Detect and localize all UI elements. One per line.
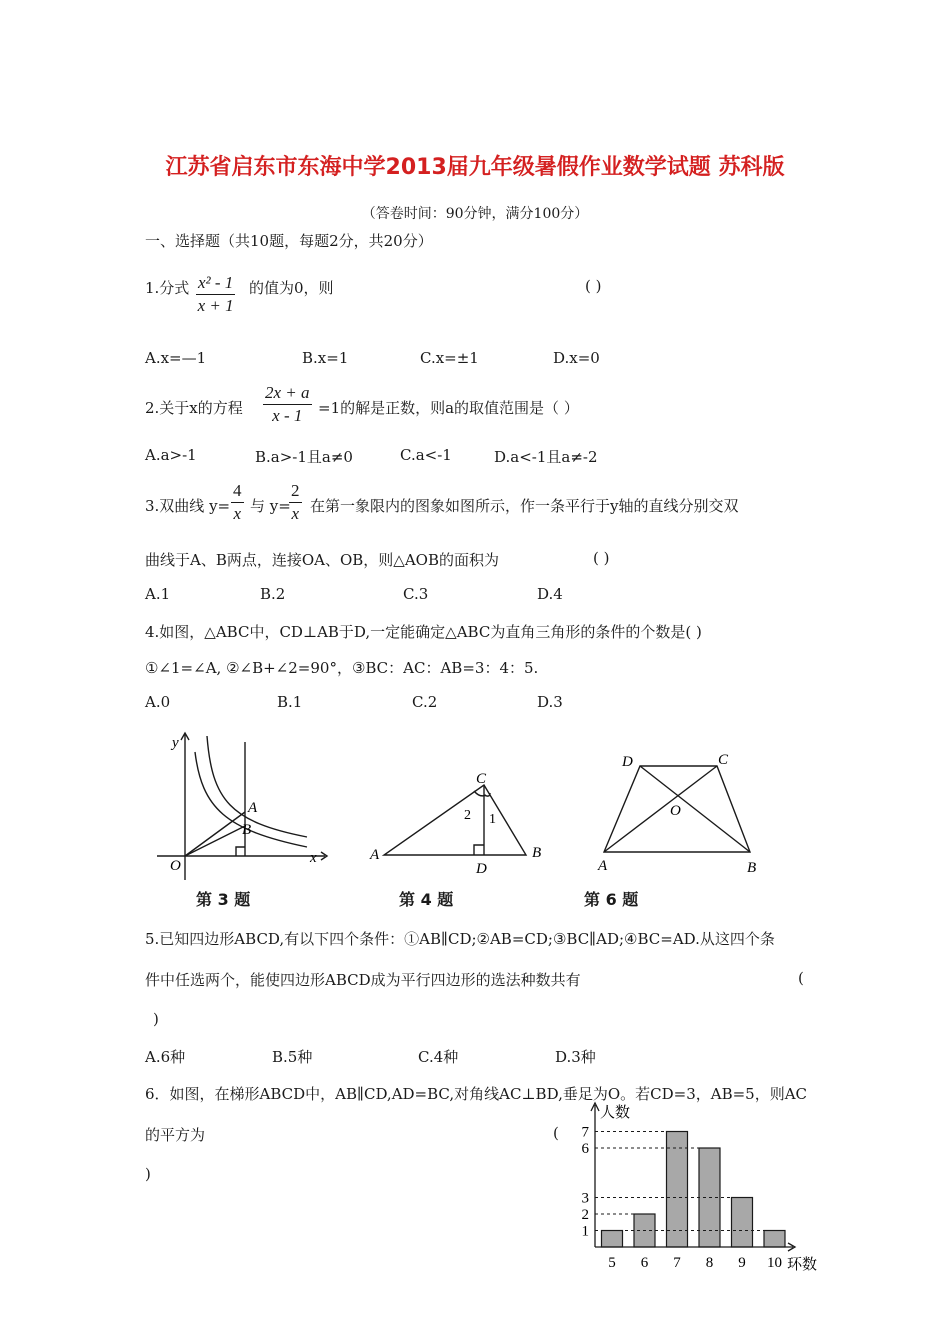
q1-prefix: 1.分式 xyxy=(145,279,190,297)
q2-option-b: B.a>-1且a≠0 xyxy=(255,448,353,466)
q2-denominator: x - 1 xyxy=(272,406,303,425)
q4-text: 4.如图，△ABC中，CD⊥AB于D,一定能确定△ABC为直角三角形的条件的个数是( ) xyxy=(145,623,702,641)
q6-line2: 的平方为 xyxy=(145,1126,206,1144)
figure-3 xyxy=(150,730,335,910)
label-angle-2: 2 xyxy=(464,808,471,823)
q1-denominator: x + 1 xyxy=(197,296,234,315)
q3-f1-denominator: x xyxy=(233,504,242,523)
q3-fraction-1 xyxy=(231,481,244,524)
bar-9 xyxy=(732,1198,753,1248)
q2-prefix: 2.关于x的方程 xyxy=(145,399,243,417)
q3-middle: 与 y= xyxy=(250,497,291,515)
x-tick-10: 10 xyxy=(767,1255,782,1271)
label-d: D xyxy=(476,861,487,877)
q4-conditions: ①∠1=∠A, ②∠B+∠2=90°，③BC：AC：AB=3：4：5. xyxy=(145,659,539,677)
x-tick-8: 8 xyxy=(705,1255,714,1271)
q1-answer-paren: ( ) xyxy=(585,277,602,295)
q1-fraction xyxy=(196,273,235,316)
q1-suffix: 的值为0，则 xyxy=(249,279,334,297)
label-y: y xyxy=(172,735,179,751)
q6-text: 6．如图，在梯形ABCD中，AB∥CD,AD=BC,对角线AC⊥BD,垂足为O。若CD=3，AB=5，则AC xyxy=(145,1085,808,1103)
figure-4 xyxy=(360,765,560,880)
q3-answer-paren: ( ) xyxy=(593,549,610,567)
figure-4-caption: 第 4 题 xyxy=(399,890,454,909)
q1-option-d: D.x=0 xyxy=(553,349,600,367)
label-b: B xyxy=(532,845,542,861)
label-b: B xyxy=(747,860,757,876)
q5-option-d: D.3种 xyxy=(555,1048,596,1066)
label-o: O xyxy=(170,858,181,874)
y-tick-7: 7 xyxy=(581,1124,589,1141)
q4-option-b: B.1 xyxy=(277,693,303,711)
q5-line2: 件中任选两个，能使四边形ABCD成为平行四边形的选法种数共有 xyxy=(145,971,581,989)
q2-numerator: 2x + a xyxy=(263,383,312,405)
q3-option-a: A.1 xyxy=(145,585,171,603)
right-angle-mark xyxy=(236,847,245,856)
chart-y-label: 人数 xyxy=(600,1105,631,1121)
q5-text: 5.已知四边形ABCD,有以下四个条件：①AB∥CD;②AB=CD;③BC∥AD;④BC=AD.从这四个条 xyxy=(145,930,775,948)
bar-10 xyxy=(764,1231,785,1248)
label-a: A xyxy=(370,847,380,863)
q6-paren-open: ( xyxy=(553,1124,559,1142)
label-d: D xyxy=(622,754,633,770)
y-tick-3: 3 xyxy=(581,1190,589,1207)
label-b: B xyxy=(242,822,252,838)
q5-option-a: A.6种 xyxy=(145,1048,186,1066)
q5-option-b: B.5种 xyxy=(272,1048,313,1066)
y-tick-1: 1 xyxy=(581,1223,589,1240)
q2-option-c: C.a<-1 xyxy=(400,446,452,464)
chart-x-label: 环数 xyxy=(787,1257,818,1273)
figure-6 xyxy=(590,745,780,880)
x-tick-6: 6 xyxy=(640,1255,649,1271)
q3-line2: 曲线于A、B两点，连接OA、OB，则△AOB的面积为 xyxy=(145,551,499,569)
triangle-abc xyxy=(384,785,526,855)
q2-fraction xyxy=(263,383,312,426)
right-angle-mark xyxy=(474,845,484,855)
q3-prefix: 3.双曲线 y= xyxy=(145,497,231,515)
q3-option-b: B.2 xyxy=(260,585,286,603)
q3-f1-numerator: 4 xyxy=(231,481,244,503)
q4-option-d: D.3 xyxy=(537,693,563,711)
label-c: C xyxy=(718,752,729,768)
q3-f2-denominator: x xyxy=(291,504,300,523)
x-tick-9: 9 xyxy=(738,1255,746,1271)
q5-paren-open: ( xyxy=(798,969,804,987)
bar-5 xyxy=(602,1231,623,1248)
q1-numerator: x² - 1 xyxy=(196,273,235,295)
q2-option-a: A.a>-1 xyxy=(145,446,197,464)
y-tick-2: 2 xyxy=(581,1207,589,1223)
q5-paren-close: ) xyxy=(153,1010,159,1028)
figure-3-caption: 第 3 题 xyxy=(196,890,251,909)
label-x: x xyxy=(310,850,317,866)
q3-option-d: D.4 xyxy=(537,585,563,603)
section-heading: 一、选择题（共10题，每题2分，共20分） xyxy=(145,232,433,250)
label-angle-1: 1 xyxy=(489,812,496,827)
q3-suffix: 在第一象限内的图象如图所示，作一条平行于y轴的直线分别交双 xyxy=(310,497,739,515)
label-c: C xyxy=(476,771,487,787)
label-o: O xyxy=(670,803,681,819)
q1-option-a: A.x=—1 xyxy=(145,349,207,367)
q1-option-c: C.x=±1 xyxy=(420,349,479,367)
figure-6-caption: 第 6 题 xyxy=(584,890,639,909)
q3-f2-numerator: 2 xyxy=(289,481,302,503)
q2-option-d: D.a<-1且a≠-2 xyxy=(494,448,598,466)
q4-option-a: A.0 xyxy=(145,693,171,711)
q6-paren-close: ) xyxy=(145,1165,151,1183)
x-tick-7: 7 xyxy=(673,1255,681,1271)
q3-fraction-2 xyxy=(289,481,302,524)
label-a: A xyxy=(248,800,258,816)
x-tick-5: 5 xyxy=(608,1255,616,1271)
curve-4-over-x xyxy=(207,736,307,837)
q1-option-b: B.x=1 xyxy=(302,349,349,367)
y-tick-6: 6 xyxy=(581,1141,589,1157)
label-a: A xyxy=(598,858,608,874)
bar-7 xyxy=(667,1132,688,1248)
exam-subtitle: （答卷时间：90分钟，满分100分） xyxy=(361,206,589,222)
bar-chart xyxy=(555,1095,845,1280)
q3-option-c: C.3 xyxy=(403,585,429,603)
q5-option-c: C.4种 xyxy=(418,1048,459,1066)
q4-option-c: C.2 xyxy=(412,693,438,711)
page-title: 江苏省启东市东海中学2013届九年级暑假作业数学试题 苏科版 xyxy=(165,155,785,180)
diagonal-ac xyxy=(604,766,717,852)
q2-suffix: =1的解是正数，则a的取值范围是（ ） xyxy=(318,399,579,417)
